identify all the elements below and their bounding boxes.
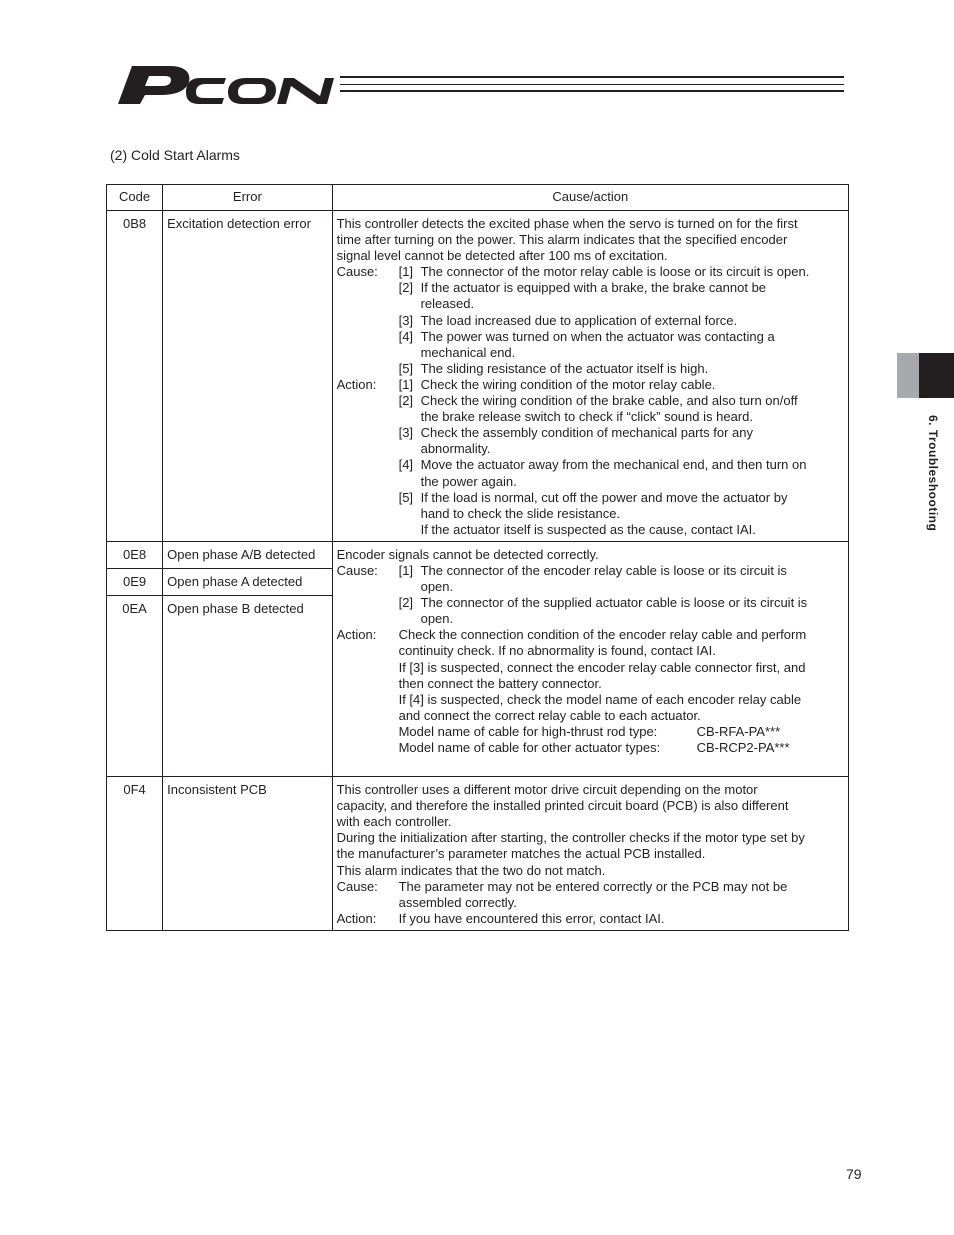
chapter-tab-label: 6. Troubleshooting bbox=[926, 415, 940, 532]
cause-item bbox=[337, 280, 844, 312]
item-text: and connect the correct relay cable to each actuator. bbox=[398, 707, 701, 723]
chapter-tab-marker-dark bbox=[919, 353, 954, 398]
item-number: [3] bbox=[398, 312, 414, 328]
item-number: [1] bbox=[398, 376, 414, 392]
item-text: then connect the battery connector. bbox=[398, 675, 602, 691]
table-row bbox=[107, 211, 849, 542]
pcon-logo bbox=[118, 62, 348, 110]
item-text: Check the wiring condition of the motor relay cable. bbox=[420, 376, 716, 392]
chapter-tab-marker bbox=[897, 353, 919, 398]
action-item bbox=[337, 911, 844, 927]
item-text: the brake release switch to check if “click” sound is heard. bbox=[420, 409, 753, 425]
cable-model-label: Model name of cable for other actuator types: bbox=[398, 740, 661, 755]
cold-start-alarms-table bbox=[106, 184, 849, 931]
item-text: mechanical end. bbox=[420, 344, 516, 360]
item-number: [2] bbox=[398, 595, 414, 611]
item-text: The connector of the encoder relay cable is loose or its circuit is bbox=[420, 562, 787, 578]
action-item bbox=[337, 627, 844, 643]
description-line: This controller uses a different motor drive circuit depending on the motor bbox=[336, 782, 758, 798]
item-number: [1] bbox=[398, 264, 414, 280]
action-item bbox=[337, 393, 844, 425]
column-header-error: Error bbox=[163, 185, 332, 211]
description-line: capacity, and therefore the installed printed circuit board (PCB) is also different bbox=[336, 798, 789, 814]
description-line: During the initialization after starting, the controller checks if the motor type set by bbox=[336, 830, 805, 846]
alarm-error: Excitation detection error bbox=[163, 211, 332, 542]
cause-label: Cause: bbox=[336, 264, 378, 280]
column-header-cause-action: Cause/action bbox=[332, 185, 848, 211]
item-text: assembled correctly. bbox=[398, 894, 517, 910]
item-number: [4] bbox=[398, 328, 414, 344]
alarm-error: Open phase B detected bbox=[163, 596, 332, 777]
section-title: (2) Cold Start Alarms bbox=[110, 147, 240, 163]
item-text: The connector of the supplied actuator cable is loose or its circuit is bbox=[420, 595, 808, 611]
column-header-code: Code bbox=[107, 185, 163, 211]
cause-item bbox=[337, 361, 844, 377]
item-text: abnormality. bbox=[420, 441, 491, 457]
alarm-code: 0EA bbox=[107, 596, 163, 777]
description-line: time after turning on the power. This alarm indicates that the specified encoder bbox=[336, 232, 788, 248]
cause-item bbox=[337, 313, 844, 329]
item-text: Move the actuator away from the mechanical end, and then turn on bbox=[420, 457, 807, 473]
item-number: [5] bbox=[398, 489, 414, 505]
item-text: released. bbox=[420, 296, 475, 312]
item-text: The load increased due to application of external force. bbox=[420, 312, 738, 328]
item-number: [3] bbox=[398, 425, 414, 441]
item-text: The sliding resistance of the actuator itself is high. bbox=[420, 360, 709, 376]
action-label: Action: bbox=[336, 376, 377, 392]
item-text: If [4] is suspected, check the model name of each encoder relay cable bbox=[398, 691, 802, 707]
alarm-cause-action bbox=[332, 211, 848, 542]
alarm-cause-action bbox=[332, 777, 848, 931]
alarm-error: Open phase A/B detected bbox=[163, 541, 332, 568]
item-text: The parameter may not be entered correctly or the PCB may not be bbox=[398, 878, 788, 894]
item-text: If [3] is suspected, connect the encoder relay cable connector first, and bbox=[398, 659, 806, 675]
alarm-code: 0B8 bbox=[107, 211, 163, 542]
item-text: If the actuator itself is suspected as the cause, contact IAI. bbox=[420, 521, 756, 537]
cable-model-value: CB-RCP2-PA*** bbox=[696, 740, 790, 755]
cable-model-label: Model name of cable for high-thrust rod type: bbox=[398, 723, 658, 739]
cable-model-line bbox=[337, 724, 844, 740]
cause-item bbox=[337, 563, 844, 595]
description-line: the manufacturer’s parameter matches the actual PCB installed. bbox=[336, 846, 706, 862]
item-text: Check the wiring condition of the brake cable, and also turn on/off bbox=[420, 393, 798, 409]
item-text: the power again. bbox=[420, 473, 517, 489]
item-number: [2] bbox=[398, 393, 414, 409]
action-label: Action: bbox=[336, 627, 377, 643]
cable-model-value: CB-RFA-PA*** bbox=[696, 723, 781, 739]
item-text: open. bbox=[420, 579, 454, 595]
cause-item bbox=[337, 329, 844, 361]
item-text: If the actuator is equipped with a brake, the brake cannot be bbox=[420, 280, 767, 296]
action-item bbox=[337, 457, 844, 489]
description-line: signal level cannot be detected after 100 ms of excitation. bbox=[336, 248, 668, 264]
item-number: [1] bbox=[398, 562, 414, 578]
table-row bbox=[107, 777, 849, 931]
alarm-code: 0F4 bbox=[107, 777, 163, 931]
item-text: hand to check the slide resistance. bbox=[420, 505, 621, 521]
item-text: The connector of the motor relay cable is loose or its circuit is open. bbox=[420, 264, 810, 280]
description-line: This alarm indicates that the two do not match. bbox=[336, 862, 606, 878]
cable-model-line bbox=[337, 740, 844, 756]
description-line: This controller detects the excited phase when the servo is turned on for the first bbox=[336, 216, 798, 231]
item-number: [4] bbox=[398, 457, 414, 473]
item-text: Check the assembly condition of mechanical parts for any bbox=[420, 425, 753, 441]
alarm-code: 0E8 bbox=[107, 541, 163, 568]
action-item bbox=[337, 490, 844, 538]
item-text: The power was turned on when the actuator was contacting a bbox=[420, 328, 775, 344]
item-text: If the load is normal, cut off the power and move the actuator by bbox=[420, 489, 788, 505]
item-number: [5] bbox=[398, 360, 414, 376]
item-number: [2] bbox=[398, 280, 414, 296]
item-text: open. bbox=[420, 611, 454, 627]
alarm-cause-action bbox=[332, 541, 848, 776]
cause-label: Cause: bbox=[336, 562, 378, 578]
alarm-error: Open phase A detected bbox=[163, 568, 332, 595]
action-label: Action: bbox=[336, 910, 377, 926]
cause-item bbox=[337, 595, 844, 627]
item-text: Check the connection condition of the encoder relay cable and perform bbox=[398, 627, 807, 643]
alarm-error: Inconsistent PCB bbox=[163, 777, 332, 931]
item-text: continuity check. If no abnormality is found, contact IAI. bbox=[398, 643, 716, 659]
action-item bbox=[337, 377, 844, 393]
cause-label: Cause: bbox=[336, 878, 378, 894]
description-line: Encoder signals cannot be detected correctly. bbox=[336, 546, 599, 562]
item-text: If you have encountered this error, contact IAI. bbox=[398, 910, 665, 926]
page-number: 79 bbox=[846, 1166, 862, 1182]
action-item bbox=[337, 425, 844, 457]
alarm-code: 0E9 bbox=[107, 568, 163, 595]
pcon-logo-graphic bbox=[118, 62, 348, 110]
table-row bbox=[107, 541, 849, 568]
table-header-row bbox=[107, 185, 849, 211]
description-line: with each controller. bbox=[336, 814, 452, 830]
cause-item bbox=[337, 879, 844, 911]
cause-item bbox=[337, 264, 844, 280]
header-rule bbox=[340, 76, 844, 98]
